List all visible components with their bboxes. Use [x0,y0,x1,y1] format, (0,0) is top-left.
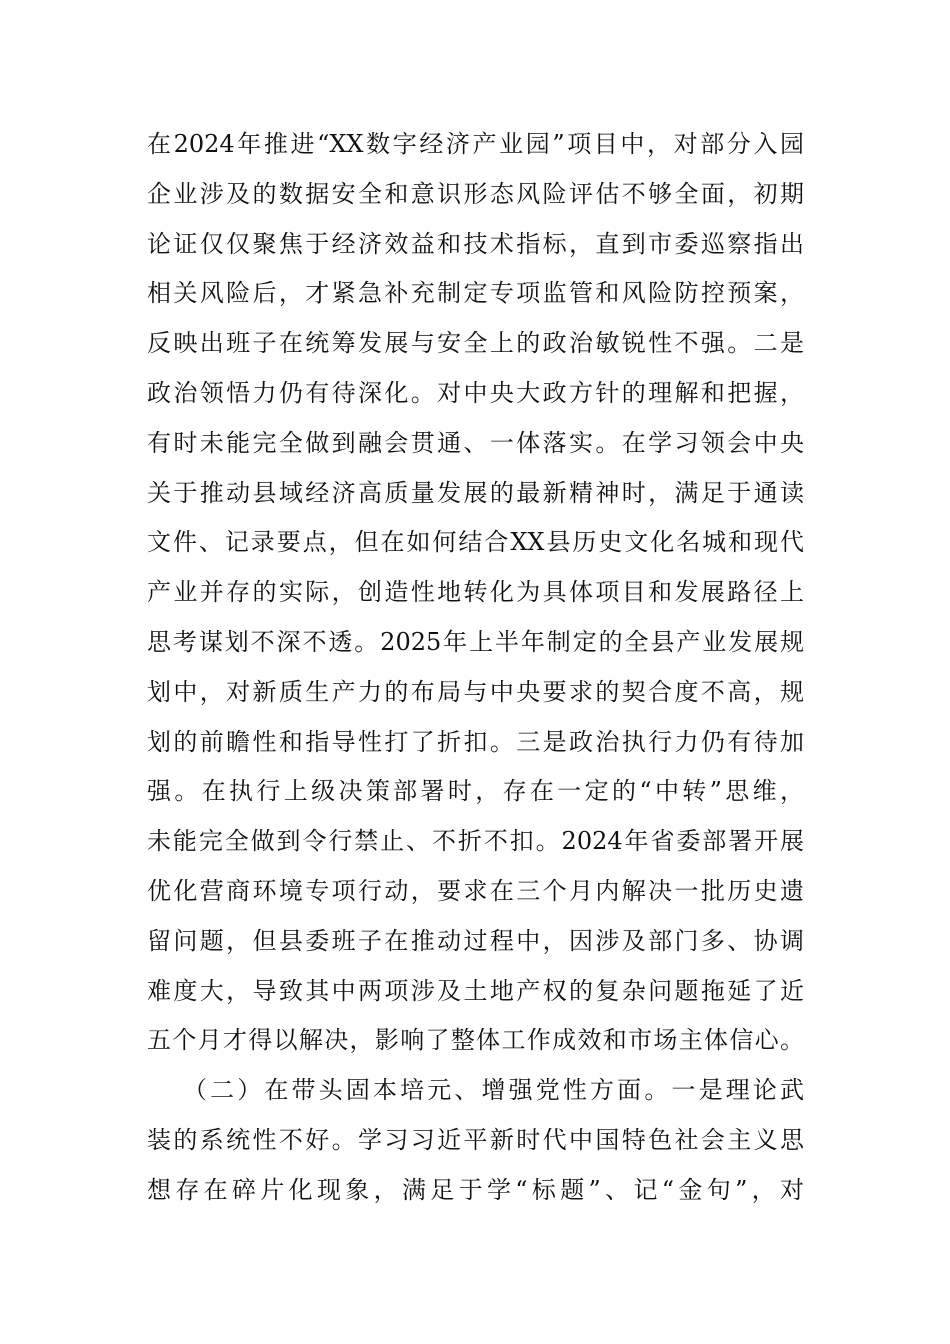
text-line: 产业并存的实际，创造性地转化为具体项目和发展路径上 [147,578,804,607]
text-line: 论证仅仅聚焦于经济效益和技术指标，直到市委巡察指出 [147,229,804,258]
text-line: 文件、记录要点，但在如何结合XX县历史文化名城和现代 [147,528,804,557]
text-line: 关于推动县域经济高质量发展的最新精神时，满足于通读 [147,478,804,507]
paragraph-1 [147,120,804,1066]
text-line: 相关风险后，才紧急补充制定专项监管和风险防控预案， [147,279,804,308]
text-line: 反映出班子在统筹发展与安全上的政治敏锐性不强。二是 [147,329,804,358]
text-line: 想存在碎片化现象，满足于学“标题”、记“金句”，对 [147,1175,804,1204]
text-line: 划中，对新质生产力的布局与中央要求的契合度不高，规 [147,677,804,706]
paragraph-2 [147,1066,804,1215]
text-line: 装的系统性不好。学习习近平新时代中国特色社会主义思 [147,1125,804,1154]
text-line: 五个月才得以解决，影响了整体工作成效和市场主体信心。 [147,1026,804,1055]
text-line: 难度大，导致其中两项涉及土地产权的复杂问题拖延了近 [147,976,804,1005]
text-line: 留问题，但县委班子在推动过程中，因涉及部门多、协调 [147,926,804,955]
text-line: 划的前瞻性和指导性打了折扣。三是政治执行力仍有待加 [147,727,804,756]
text-line: 有时未能完全做到融会贯通、一体落实。在学习领会中央 [147,428,804,457]
document-page [147,120,804,1216]
text-line: 企业涉及的数据安全和意识形态风险评估不够全面，初期 [147,179,804,208]
text-line: 在2024年推进“XX数字经济产业园”项目中，对部分入园 [147,130,804,158]
text-line: 思考谋划不深不透。2025年上半年制定的全县产业发展规 [147,627,804,656]
text-line: 未能完全做到令行禁止、不折不扣。2024年省委部署开展 [147,827,804,856]
text-line: （二）在带头固本培元、增强党性方面。一是理论武 [183,1076,804,1105]
text-line: 强。在执行上级决策部署时，存在一定的“中转”思维， [147,777,804,806]
text-line: 优化营商环境专项行动，要求在三个月内解决一批历史遗 [147,876,804,905]
text-line: 政治领悟力仍有待深化。对中央大政方针的理解和把握， [147,378,804,407]
